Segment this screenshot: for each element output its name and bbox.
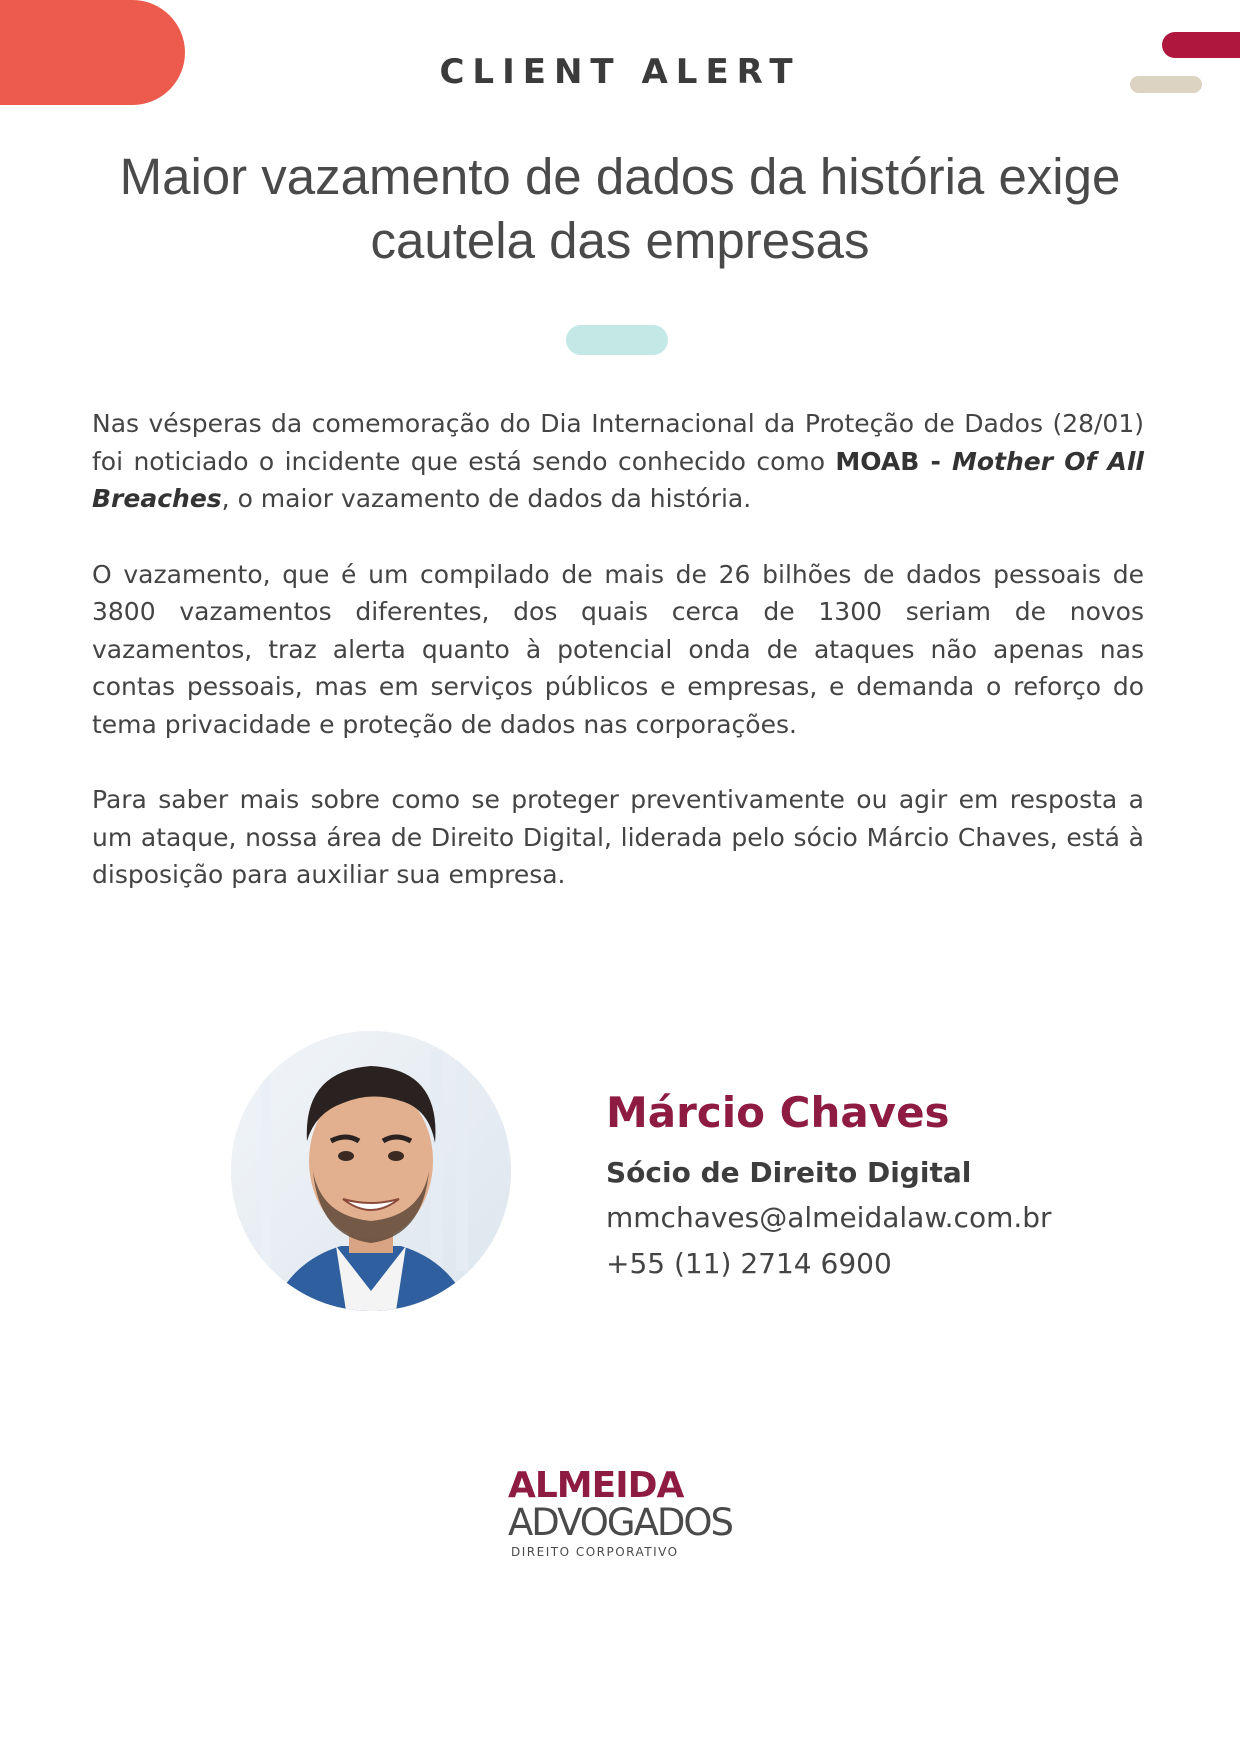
moab-term: MOAB bbox=[835, 446, 920, 476]
moab-expansion: Mother Of All Breaches bbox=[92, 446, 1144, 513]
contact-portrait-photo bbox=[231, 1031, 511, 1311]
paragraph-2: O vazamento, que é um compilado de mais de 26 bilhões de dados pessoais de 3800 vazamentos diferentes, dos quais cerca de 1300 seriam de novos vazamentos, traz alerta quanto à potencial onda de ataques não apenas nas contas pessoais, mas em serviços públicos e empresas, e demanda o reforço do tema privacidade e proteção de dados nas corporações. bbox=[92, 559, 1144, 739]
headline-line-2: cautela das empresas bbox=[370, 212, 870, 269]
client-alert-kicker: CLIENT ALERT bbox=[439, 52, 801, 92]
paragraph-1-end: , o maior vazamento de dados da história. bbox=[221, 484, 752, 513]
contact-name: Márcio Chaves bbox=[606, 1088, 950, 1137]
decorative-teal-divider bbox=[566, 325, 668, 355]
paragraph-1 bbox=[92, 405, 1144, 518]
logo-advogados: ADVOGADOS bbox=[508, 1501, 733, 1544]
logo-almeida: ALMEIDA bbox=[508, 1465, 684, 1506]
article-body bbox=[92, 405, 1144, 932]
portrait-illustration bbox=[231, 1031, 511, 1311]
moab-dash: - bbox=[919, 446, 952, 476]
logo-tagline: DIREITO CORPORATIVO bbox=[511, 1545, 679, 1559]
contact-role: Sócio de Direito Digital bbox=[606, 1156, 972, 1189]
paragraph-1-intro: Nas vésperas da comemoração do Dia Internacional da Proteção de Dados (28/01) foi noticiado o incidente que está sendo conhecido como bbox=[92, 409, 1144, 476]
almeida-advogados-logo bbox=[508, 1465, 768, 1562]
contact-email-link[interactable]: mmchaves@almeidalaw.com.br bbox=[606, 1201, 1052, 1234]
contact-card bbox=[606, 1085, 1166, 1287]
paragraph-3: Para saber mais sobre como se proteger preventivamente ou agir em resposta a um ataque, nossa área de Direito Digital, liderada pelo sócio Márcio Chaves, está à disposição para auxiliar sua empresa. bbox=[92, 785, 1144, 889]
headline bbox=[100, 145, 1140, 273]
headline-line-1: Maior vazamento de dados da história exige bbox=[119, 148, 1121, 205]
contact-phone[interactable]: +55 (11) 2714 6900 bbox=[606, 1247, 892, 1280]
